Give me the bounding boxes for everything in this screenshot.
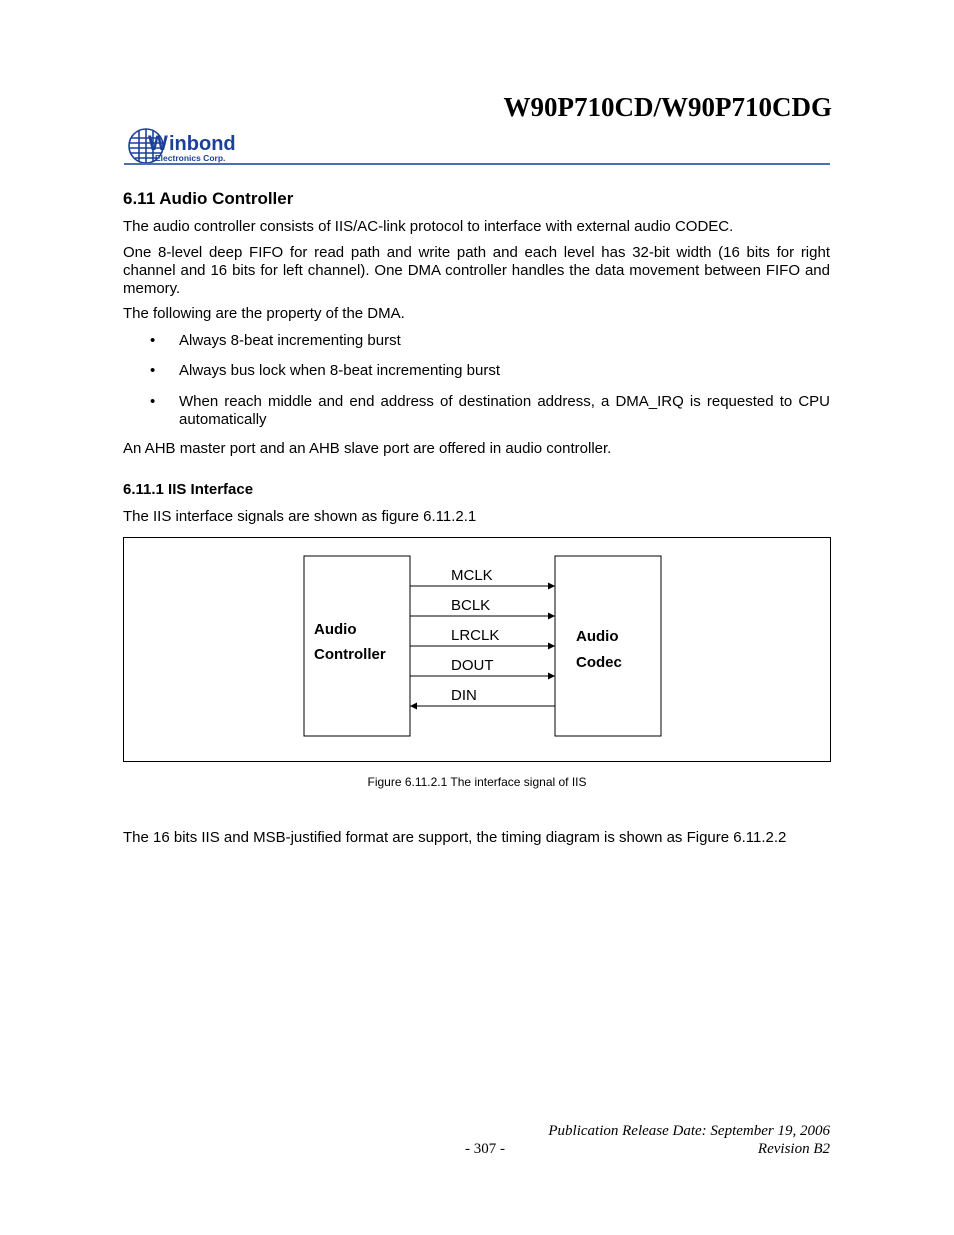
signal-label-lrclk: LRCLK	[451, 627, 500, 644]
section-heading: 6.11 Audio Controller	[123, 189, 294, 208]
page-number: - 307 -	[465, 1141, 505, 1157]
audio-codec-block	[555, 556, 661, 736]
iis-interface-diagram	[124, 538, 830, 761]
bullet-icon: •	[150, 332, 156, 349]
winbond-logo	[126, 126, 256, 166]
bullet-icon: •	[150, 362, 156, 379]
ahb-paragraph: An AHB master port and an AHB slave port are offered in audio controller.	[123, 440, 612, 457]
dma-intro-paragraph: The following are the property of the DMA.	[123, 305, 405, 322]
signal-label-dout: DOUT	[451, 657, 494, 674]
controller-label-line2: Controller	[314, 646, 386, 663]
logo-subtext: Electronics Corp.	[155, 153, 226, 163]
iis-intro-paragraph: The IIS interface signals are shown as figure 6.11.2.1	[123, 508, 477, 525]
timing-paragraph: The 16 bits IIS and MSB-justified format are support, the timing diagram is shown as Figure 6.11.2.2	[123, 829, 787, 846]
signal-label-din: DIN	[451, 687, 477, 704]
codec-label-line1: Audio	[576, 628, 619, 645]
signal-lines	[410, 567, 555, 706]
controller-label-line1: Audio	[314, 621, 357, 638]
bullet-icon: •	[150, 393, 156, 410]
signal-label-bclk: BCLK	[451, 597, 491, 614]
signal-label-mclk: MCLK	[451, 567, 493, 584]
header-rule	[124, 163, 830, 165]
logo-letter-w: W	[148, 132, 168, 155]
document-title: W90P710CD/W90P710CDG	[503, 92, 832, 122]
intro-paragraph: The audio controller consists of IIS/AC-link protocol to interface with external audio CODEC.	[123, 218, 734, 235]
logo-wordmark: inbond	[169, 133, 236, 155]
revision: Revision B2	[757, 1141, 830, 1157]
figure-caption: Figure 6.11.2.1 The interface signal of IIS	[367, 775, 587, 789]
codec-label-line2: Codec	[576, 654, 622, 671]
fifo-paragraph: One 8-level deep FIFO for read path and write path and each level has 32-bit width (16 bits for right channel and 16 bits for left channel). One DMA controller handles the data movement between FIFO and memory.	[123, 244, 830, 297]
figure-frame	[123, 537, 831, 762]
publication-date: Publication Release Date: September 19, 2006	[548, 1123, 830, 1139]
subsection-heading: 6.11.1 IIS Interface	[123, 481, 254, 498]
